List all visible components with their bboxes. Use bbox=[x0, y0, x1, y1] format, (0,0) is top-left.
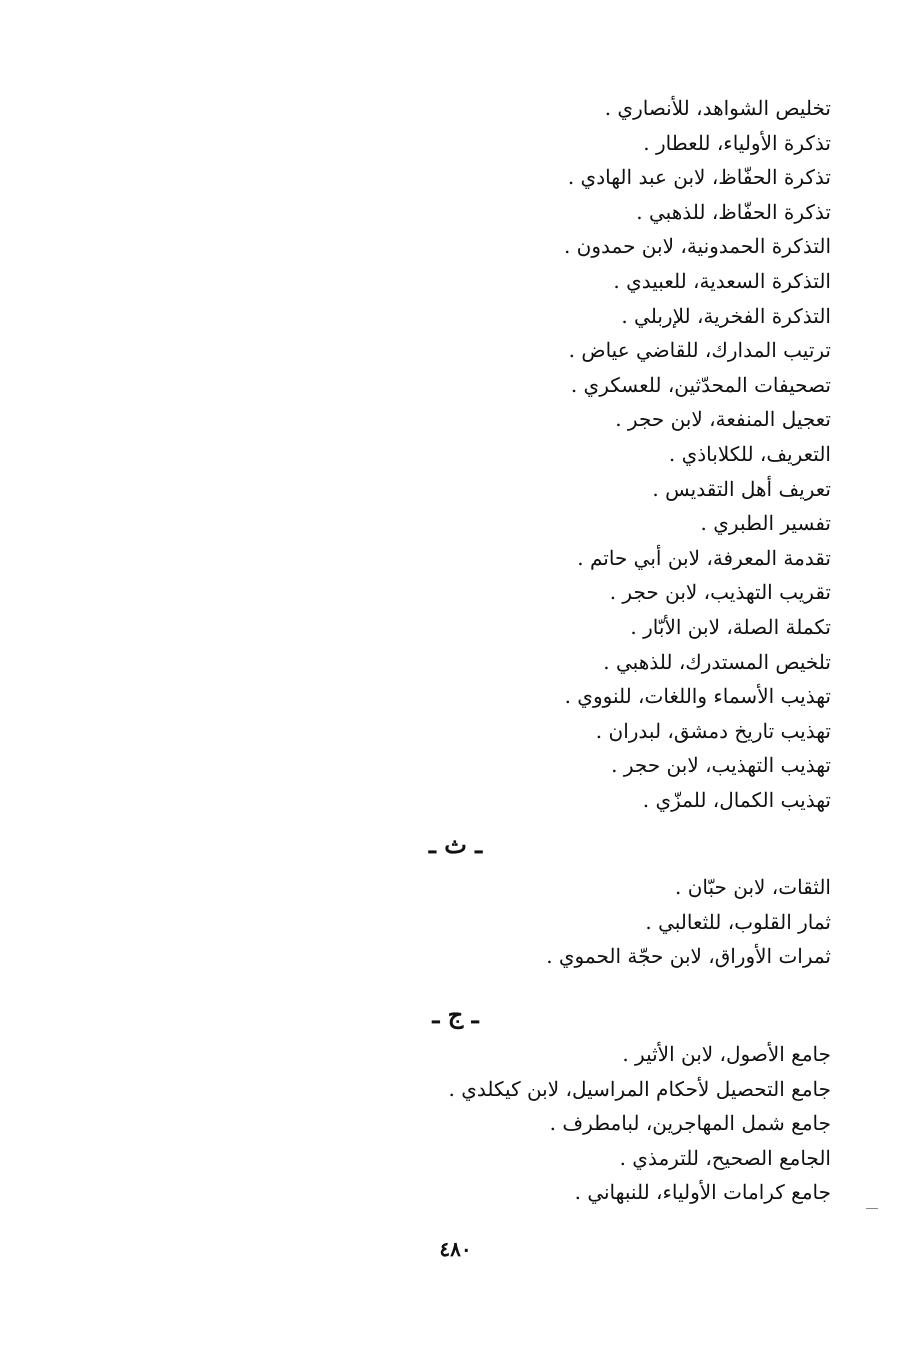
list-item: تذكرة الحفّاظ، لابن عبد الهادي . bbox=[567, 165, 831, 190]
list-item: ثمار القلوب، للثعالبي . bbox=[645, 909, 831, 934]
list-item: تهذيب الكمال، للمزّي . bbox=[642, 787, 831, 812]
entry-list-jim bbox=[271, 1037, 831, 1210]
list-item: ترتيب المدارك، للقاضي عياض . bbox=[568, 338, 831, 363]
list-item: التذكرة الفخرية، للإربلي . bbox=[621, 303, 831, 328]
list-item: الثقات، لابن حبّان . bbox=[675, 875, 831, 899]
list-item: تقدمة المعرفة، لابن أبي حاتم . bbox=[577, 545, 831, 570]
list-item: جامع كرامات الأولياء، للنبهاني . bbox=[574, 1180, 831, 1205]
list-item: تهذيب تاريخ دمشق، لبدران . bbox=[595, 718, 831, 743]
page-number: ٤٨٠ bbox=[439, 1237, 472, 1261]
list-item: تقريب التهذيب، لابن حجر . bbox=[609, 580, 831, 605]
list-item: تلخيص المستدرك، للذهبي . bbox=[603, 649, 831, 674]
list-item: تصحيفات المحدّثين، للعسكري . bbox=[570, 372, 831, 397]
list-item: ثمرات الأوراق، لابن حجّة الحموي . bbox=[546, 944, 831, 969]
list-item: تكملة الصلة، لابن الأبّار . bbox=[630, 614, 831, 639]
list-item: تذكرة الحفّاظ، للذهبي . bbox=[636, 199, 831, 224]
list-item: تعريف أهل التقديس . bbox=[652, 476, 831, 501]
list-item: تفسير الطبري . bbox=[700, 511, 831, 536]
entry-list-tha bbox=[271, 870, 831, 974]
list-item: التذكرة السعدية، للعبيدي . bbox=[613, 268, 831, 293]
list-item: جامع شمل المهاجرين، لبامطرف . bbox=[549, 1111, 831, 1136]
list-item: التذكرة الحمدونية، لابن حمدون . bbox=[563, 234, 831, 259]
list-item: تعجيل المنفعة، لابن حجر . bbox=[615, 407, 831, 432]
list-item: تخليص الشواهد، للأنصاري . bbox=[604, 96, 831, 120]
section-heading-jim: ـ ج ـ bbox=[432, 1000, 479, 1029]
list-item: تذكرة الأولياء، للعطار . bbox=[643, 130, 831, 155]
list-item: جامع الأصول، لابن الأثير . bbox=[622, 1042, 831, 1066]
list-item: تهذيب التهذيب، لابن حجر . bbox=[611, 753, 831, 778]
section-heading-tha: ـ ث ـ bbox=[428, 830, 483, 859]
list-item: تهذيب الأسماء واللغات، للنووي . bbox=[564, 684, 831, 709]
list-item: الجامع الصحيح، للترمذي . bbox=[619, 1145, 831, 1170]
entry-list-ta bbox=[271, 91, 831, 817]
list-item: جامع التحصيل لأحكام المراسيل، لابن كيكلدي . bbox=[448, 1076, 831, 1101]
scan-edge-mark bbox=[866, 1208, 878, 1209]
list-item: التعريف، للكلاباذي . bbox=[668, 441, 831, 466]
